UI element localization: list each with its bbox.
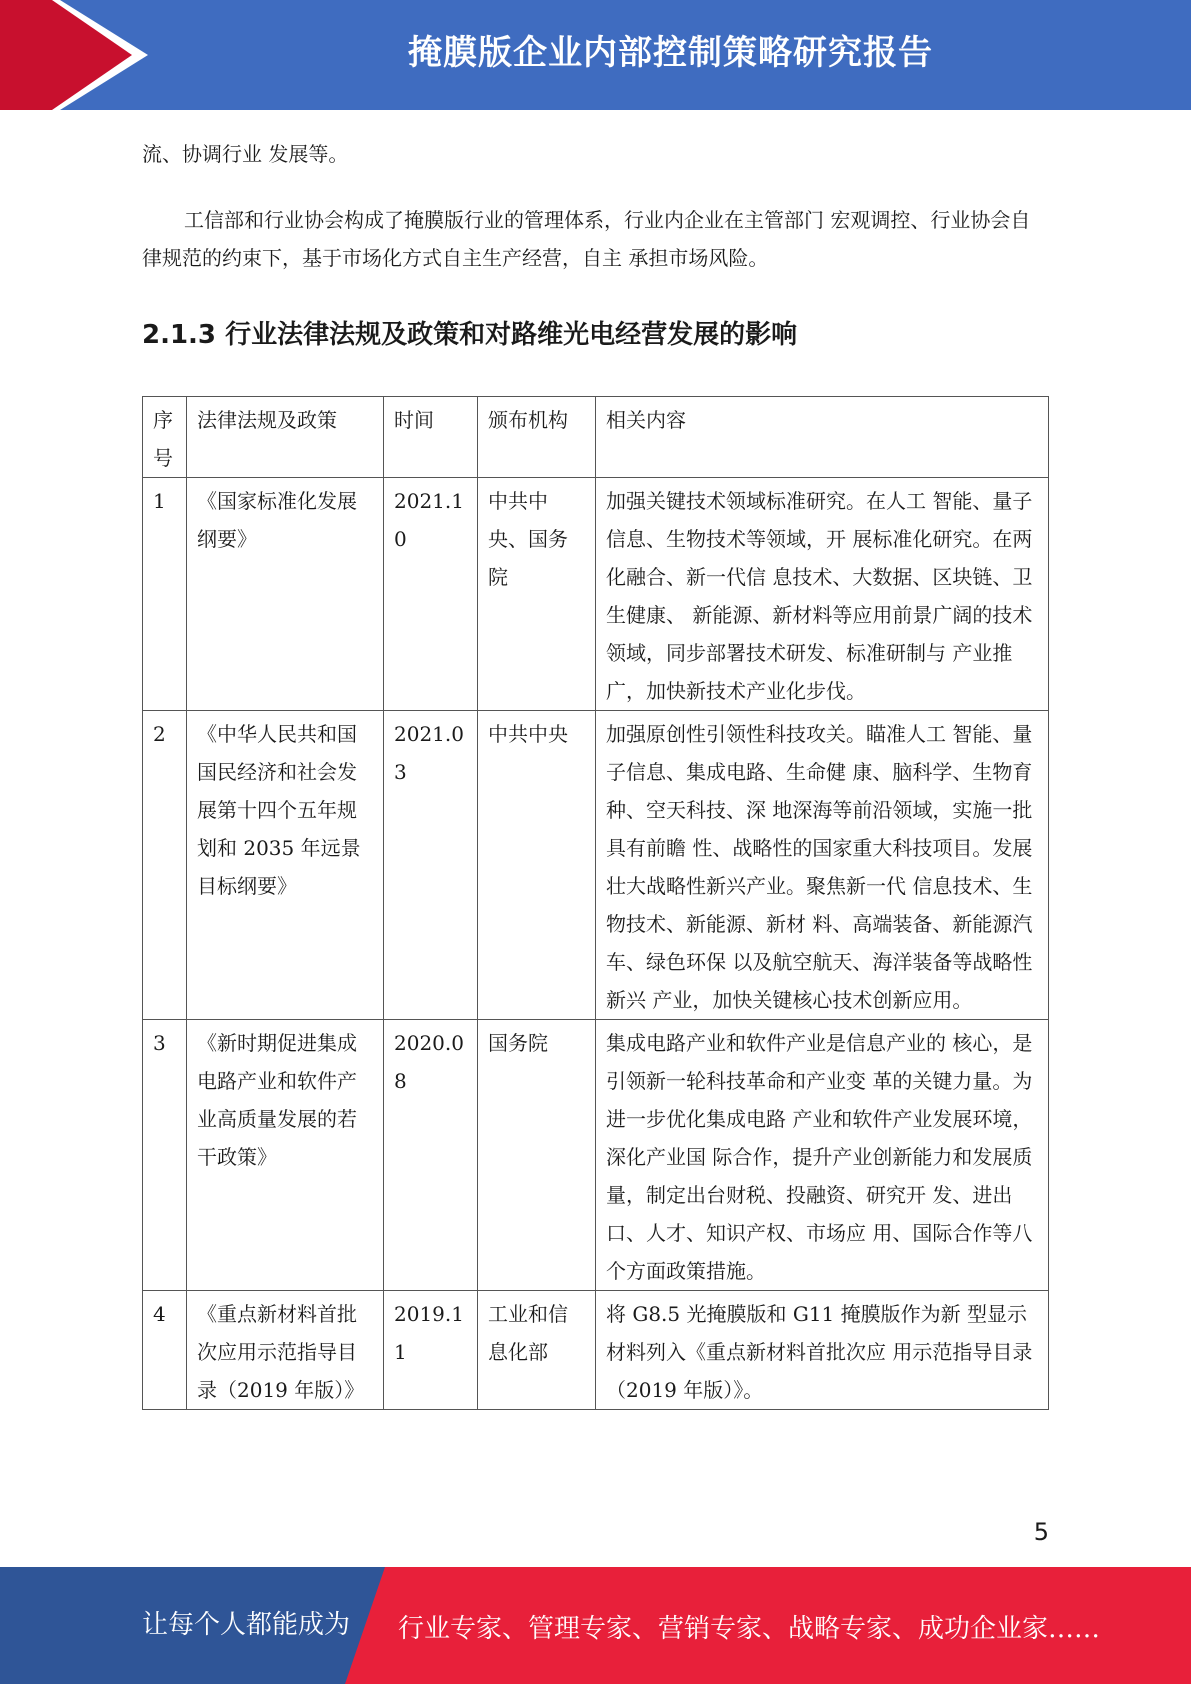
cell-no: 2 xyxy=(143,711,187,1020)
body-paragraph: 工信部和行业协会构成了掩膜版行业的管理体系，行业内企业在主管部门 宏观调控、行业协会自律规范的约束下，基于市场化方式自主生产经营，自主 承担市场风险。 xyxy=(142,208,1031,270)
body-content xyxy=(142,135,1048,355)
cell-content: 加强关键技术领域标准研究。在人工 智能、量子信息、生物技术等领域，开 展标准化研究。在两化融合、新一代信 息技术、大数据、区块链、卫生健康、 新能源、新材料等应用前景广阔的技术 领域，同步部署技术研发、标准研制与 产业推广，加快新技术产业化步伐。 xyxy=(596,478,1049,711)
column-header-law: 法律法规及政策 xyxy=(187,397,384,478)
column-header-org: 颁布机构 xyxy=(478,397,596,478)
page-header-bar xyxy=(0,0,1191,110)
cell-content: 集成电路产业和软件产业是信息产业的 核心，是引领新一轮科技革命和产业变 革的关键力量。为进一步优化集成电路 产业和软件产业发展环境，深化产业国 际合作，提升产业创新能力和发展质 量，制定出台财税、投融资、研究开 发、进出口、人才、知识产权、市场应 用、国际合作等八个方面政策措施。 xyxy=(596,1020,1049,1291)
table-row xyxy=(143,1291,1049,1410)
cell-date: 2019.11 xyxy=(384,1291,478,1410)
cell-date: 2021.10 xyxy=(384,478,478,711)
cell-no: 3 xyxy=(143,1020,187,1291)
cell-content: 将 G8.5 光掩膜版和 G11 掩膜版作为新 型显示材料列入《重点新材料首批次应 用示范指导目录（2019 年版）》。 xyxy=(596,1291,1049,1410)
cell-no: 4 xyxy=(143,1291,187,1410)
page-number: 5 xyxy=(1033,1518,1049,1546)
cell-law: 《中华人民共和国国民经济和社会发展第十四个五年规划和 2035 年远景目标纲要》 xyxy=(187,711,384,1020)
policy-table xyxy=(142,396,1049,1410)
column-header-date: 时间 xyxy=(384,397,478,478)
cell-date: 2021.03 xyxy=(384,711,478,1020)
cell-date: 2020.08 xyxy=(384,1020,478,1291)
cell-org: 工业和信息化部 xyxy=(478,1291,596,1410)
section-heading: 2.1.3 行业法律法规及政策和对路维光电经营发展的影响 xyxy=(142,320,798,350)
cell-law: 《重点新材料首批次应用示范指导目录（2019 年版）》 xyxy=(187,1291,384,1410)
report-title: 掩膜版企业内部控制策略研究报告 xyxy=(408,33,933,73)
table-row xyxy=(143,1020,1049,1291)
cell-org: 国务院 xyxy=(478,1020,596,1291)
table-row xyxy=(143,711,1049,1020)
column-header-no: 序号 xyxy=(143,397,187,478)
column-header-content: 相关内容 xyxy=(596,397,1049,478)
cell-law: 《国家标准化发展纲要》 xyxy=(187,478,384,711)
cell-org: 中共中央、国务院 xyxy=(478,478,596,711)
table-row xyxy=(143,478,1049,711)
cell-content: 加强原创性引领性科技攻关。瞄准人工 智能、量子信息、集成电路、生命健 康、脑科学、生物育种、空天科技、深 地深海等前沿领域，实施一批具有前瞻 性、战略性的国家重大科技项目。发展壮大战略性新兴产业。聚焦新一代 信息技术、生物技术、新能源、新材 料、高端装备、新能源汽车、绿色环保 以及航空航天、海洋装备等战略性新兴 产业，加快关键核心技术创新应用。 xyxy=(596,711,1049,1020)
cell-org: 中共中央 xyxy=(478,711,596,1020)
cell-law: 《新时期促进集成电路产业和软件产业高质量发展的若干政策》 xyxy=(187,1020,384,1291)
footer-slogan-left: 让每个人都能成为 xyxy=(142,1610,351,1640)
body-paragraph-continued: 流、协调行业 发展等。 xyxy=(142,142,349,166)
footer-banner xyxy=(0,1567,1191,1684)
header-arrow-decoration xyxy=(0,0,160,110)
cell-no: 1 xyxy=(143,478,187,711)
table-header-row xyxy=(143,397,1049,478)
footer-slogan-right: 行业专家、管理专家、营销专家、战略专家、成功企业家…… xyxy=(398,1614,1101,1644)
